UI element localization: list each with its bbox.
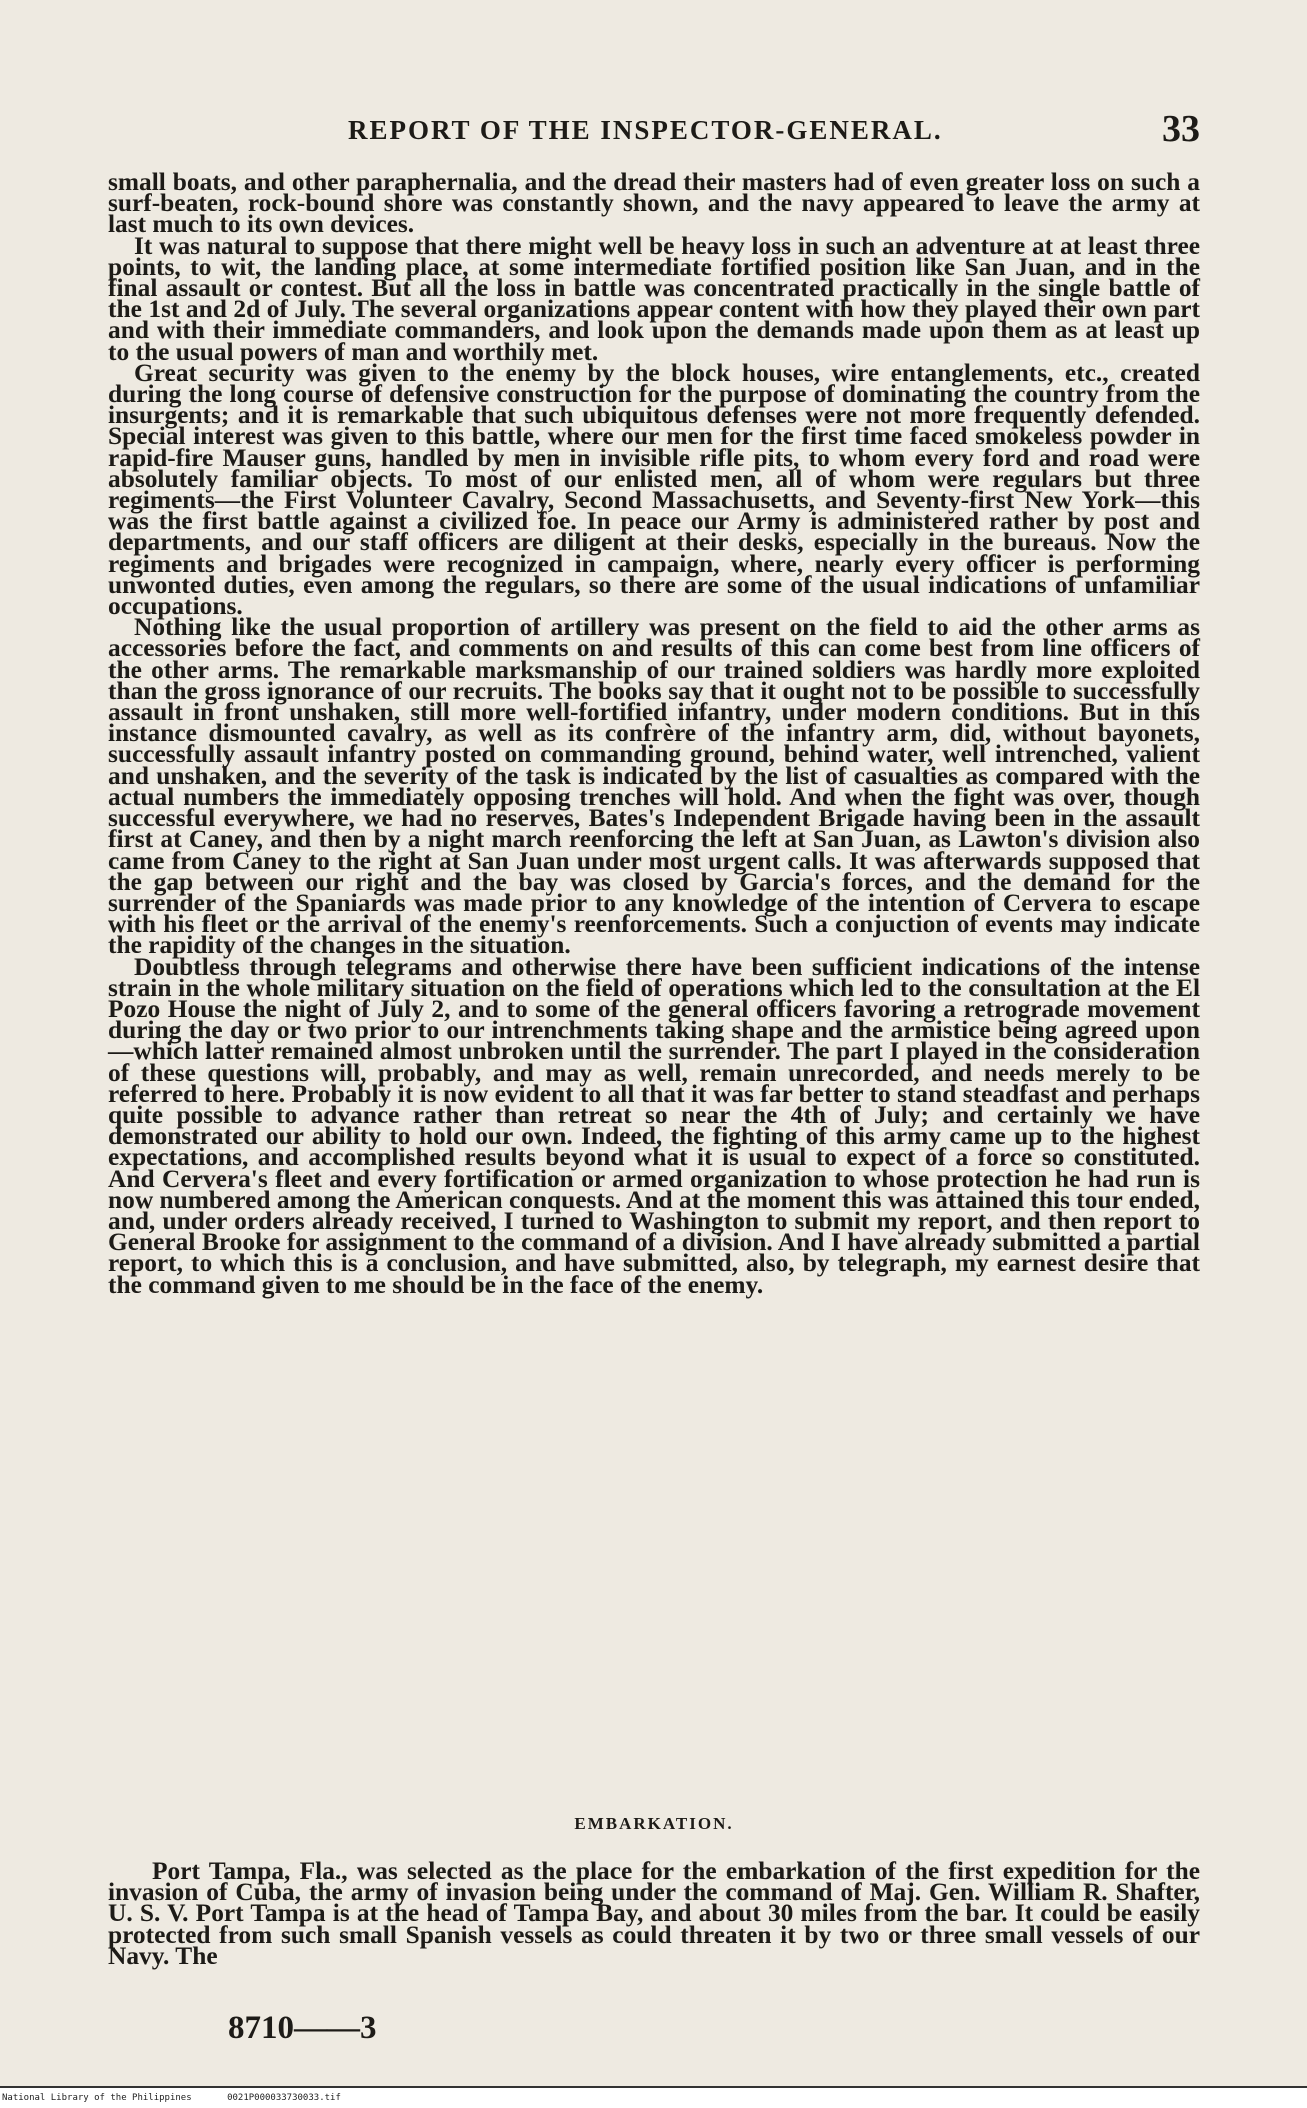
section-text (108, 1857, 1200, 1970)
page-header (108, 107, 1200, 151)
signature-mark: 8710——3 (228, 2010, 377, 2046)
page-number: 33 (1162, 108, 1200, 150)
footer-file: 0021P000033730033.tif (227, 2093, 341, 2103)
paragraph: Nothing like the usual proportion of artillery was present on the field to aid the other arms as accessories before the fact, and comments on and results of this can come best from line officers of the other arms. The remarkable marksmanship of our trained soldiers was hardly more exploited than the gross ignorance of our recruits. The books say that it ought not to be possible to successfully assault in front unshaken, still more well-fortified infantry, under modern conditions. But in this instance dismounted cavalry, as well as its confrère of the infantry arm, did, without bayonets, successfully assault infantry posted on commanding ground, behind water, well intrenched, valient and unshaken, and the severity of the task is indicated by the list of casualties as compared with the actual numbers the immediately opposing trenches will hold. And when the fight was over, though successful everywhere, we had no reserves, Bates's Independent Brigade having been in the assault first at Caney, and then by a night march reenforcing the left at San Juan, as Lawton's division also came from Caney to the right at San Juan under most urgent calls. It was afterwards supposed that the gap between our right and the bay was closed by Garcia's forces, and the demand for the surrender of the Spaniards was made prior to any knowledge of the intention of Cervera to escape with his fleet or the arrival of the enemy's reenforcements. Such a conjuction of events may indicate the rapidity of the changes in the situation. (108, 613, 1200, 960)
paragraph: small boats, and other paraphernalia, and the dread their masters had of even greater loss on such a surf-beaten, rock-bound shore was constantly shown, and the navy appeared to leave the army at last much to its own devices. (108, 168, 1200, 239)
section-heading: EMBARKATION. (574, 1814, 734, 1833)
paragraph: Great security was given to the enemy by the block houses, wire entanglements, etc., created during the long course of defensive construction for the purpose of dominating the country from the insurgents; and it is remarkable that such ubiquitous defenses were not more frequently defended. Special interest was given to this battle, where our men for the first time faced smokeless powder in rapid-fire Mauser guns, handled by men in invisible rifle pits, to whom every ford and road were absolutely familiar objects. To most of our enlisted men, all of whom were regulars but three regiments—the First Volunteer Cavalry, Second Massachusetts, and Seventy-first New York—this was the first battle against a civilized foe. In peace our Army is administered rather by post and departments, and our staff officers are diligent at their desks, especially in the bureaus. Now the regiments and brigades were recognized in campaign, where, nearly every officer is performing unwonted duties, even among the regulars, so there are some of the usual indications of unfamiliar occupations. (108, 358, 1200, 621)
paragraph: Port Tampa, Fla., was selected as the place for the embarkation of the first expedition for the invasion of Cuba, the army of invasion being under the command of Maj. Gen. William R. Shafter, U. S. V. Port Tampa is at the head of Tampa Bay, and about 30 miles from the bar. It could be easily protected from such small Spanish vessels as could threaten it by two or three small vessels of our Navy. The (108, 1857, 1200, 1970)
footer-library: National Library of the Philippines (2, 2093, 192, 2103)
paragraph: Doubtless through telegrams and otherwise there have been sufficient indications of the intense strain in the whole military situation on the field of operations which led to the consultation at the El Pozo House the night of July 2, and to some of the general officers favoring a retrograde movement during the day or two prior to our intrenchments taking shape and the armistice being agreed upon—which latter remained almost unbroken until the surrender. The part I played in the consideration of these questions will, probably, and may as well, remain unrecorded, and needs merely to be referred to here. Probably it is now evident to all that it was far better to stand steadfast and perhaps quite possible to advance rather than retreat so near the 4th of July; and certainly we have demonstrated our ability to hold our own. Indeed, the fighting of this army came up to the highest expectations, and accomplished results beyond what it is usual to expect of a force so constituted. And Cervera's fleet and every fortification or armed organization to whose protection he had run is now numbered among the American conquests. And at the moment this was attained this tour ended, and, under orders already received, I turned to Washington to submit my report, and then report to General Brooke for assignment to the command of a division. And I have already submitted a partial report, to which this is a conclusion, and have submitted, also, by telegraph, my earnest desire that the command given to me should be in the face of the enemy. (108, 952, 1200, 1299)
running-head: REPORT OF THE INSPECTOR-GENERAL. (348, 115, 943, 145)
paragraph: It was natural to suppose that there might well be heavy loss in such an adventure at at least three points, to wit, the landing place, at some intermediate fortified position like San Juan, and in the final assault or contest. But all the loss in battle was concentrated practically in the single battle of the 1st and 2d of July. The several organizations appear content with how they played their own part and with their immediate commanders, and look upon the demands made upon them as at least up to the usual powers of man and worthily met. (108, 231, 1200, 366)
scan-footer (0, 2086, 1307, 2108)
body-text (108, 168, 1200, 1299)
